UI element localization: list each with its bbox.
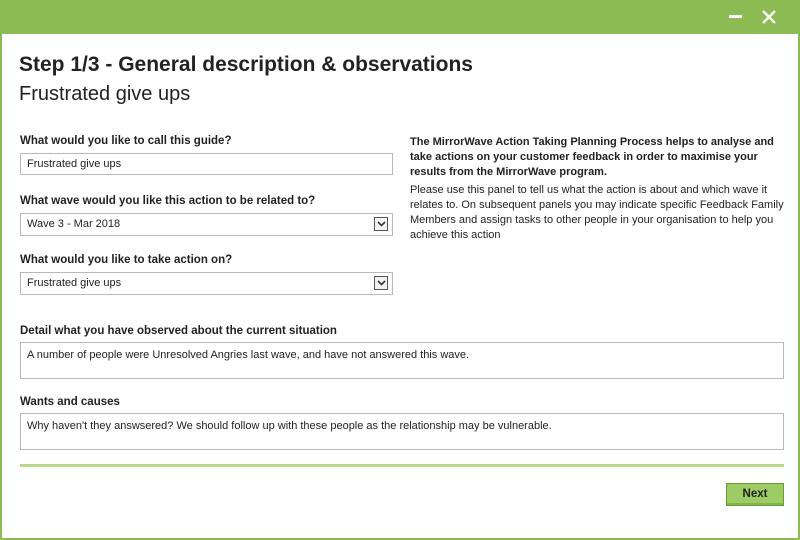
info-intro: The MirrorWave Action Taking Planning Process helps to analyse and take actions on your customer feedback in order to maximise your results from the MirrorWave program. bbox=[410, 136, 774, 178]
wave-select[interactable] bbox=[20, 213, 393, 236]
guide-name-label: What would you like to call this guide? bbox=[20, 135, 232, 147]
info-panel bbox=[410, 135, 785, 246]
wants-label: Wants and causes bbox=[20, 396, 120, 408]
wave-label: What wave would you like this action to be related to? bbox=[20, 195, 316, 207]
action-on-label: What would you like to take action on? bbox=[20, 254, 233, 266]
chevron-down-icon[interactable] bbox=[374, 217, 388, 231]
guide-name-input[interactable]: Frustrated give ups bbox=[20, 153, 393, 175]
action-on-select[interactable] bbox=[20, 272, 393, 295]
guide-title: Frustrated give ups bbox=[19, 83, 191, 105]
action-on-select-value: Frustrated give ups bbox=[27, 277, 122, 289]
step-title: Step 1/3 - General description & observations bbox=[19, 53, 473, 76]
minimize-icon bbox=[729, 15, 742, 18]
wants-textarea[interactable]: Why haven't they answsered? We should follow up with these people as the relationship may be vulnerable. bbox=[20, 413, 784, 450]
close-button[interactable] bbox=[752, 0, 786, 34]
wave-select-value: Wave 3 - Mar 2018 bbox=[27, 218, 121, 230]
close-icon bbox=[762, 10, 776, 24]
minimize-button[interactable] bbox=[718, 0, 752, 34]
next-button[interactable]: Next bbox=[726, 483, 784, 506]
info-details: Please use this panel to tell us what the action is about and which wave it relates to. On subsequent panels you may indicate specific Feedback Family Members and assign tasks to other people in your organisation to help you achieve this action bbox=[410, 184, 784, 241]
observed-label: Detail what you have observed about the current situation bbox=[20, 325, 337, 337]
footer-divider bbox=[20, 464, 784, 467]
title-bar bbox=[2, 0, 798, 34]
chevron-down-icon[interactable] bbox=[374, 276, 388, 290]
observed-textarea[interactable]: A number of people were Unresolved Angries last wave, and have not answered this wave. bbox=[20, 342, 784, 379]
